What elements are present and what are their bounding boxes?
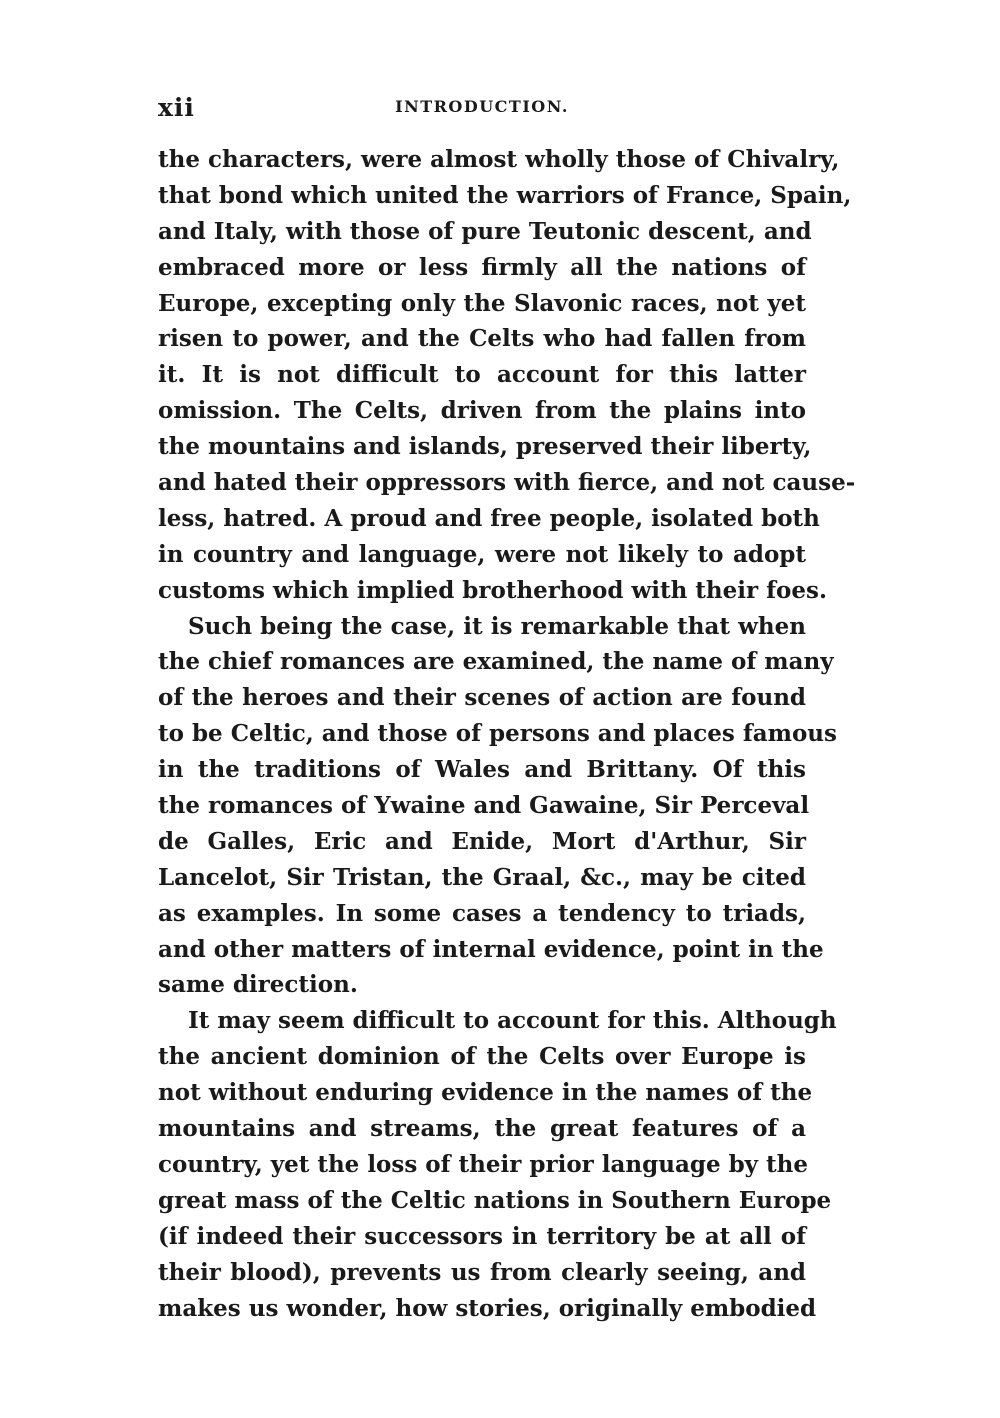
- text-line: same direction.: [158, 971, 358, 999]
- text-line: of the heroes and their scenes of action are found: [158, 684, 806, 712]
- text-line: the ancient dominion of the Celts over Europe is: [158, 1043, 806, 1071]
- text-line: great mass of the Celtic nations in Southern Europe: [158, 1186, 832, 1214]
- text-line: makes us wonder, how stories, originally embodied: [158, 1294, 817, 1322]
- text-line: omission. The Celts, driven from the plains into: [158, 397, 806, 425]
- running-head: [158, 93, 806, 123]
- text-line: the characters, were almost wholly those of Chivalry,: [158, 146, 840, 173]
- text-line: and hated their oppressors with fierce, and not cause-: [158, 469, 856, 497]
- text-line: that bond which united the warriors of France, Spain,: [158, 181, 852, 209]
- text-line: as examples. In some cases a tendency to triads,: [158, 899, 806, 927]
- text-line: and other matters of internal evidence, point in the: [158, 935, 824, 963]
- text-line: customs which implied brotherhood with their foes.: [158, 576, 827, 604]
- text-line: less, hatred. A proud and free people, isolated both: [158, 504, 820, 532]
- text-line: the romances of Ywaine and Gawaine, Sir Perceval: [158, 792, 810, 820]
- text-line: de Galles, Eric and Enide, Mort d'Arthur, Sir: [158, 827, 806, 855]
- paragraph-2: [158, 609, 837, 1004]
- text-line: the chief romances are examined, the name of many: [158, 648, 834, 676]
- text-line: not without enduring evidence in the names of the: [158, 1079, 813, 1107]
- paragraph-1: [158, 142, 856, 609]
- text-line: their blood), prevents us from clearly seeing, and: [158, 1258, 806, 1286]
- text-line: in the traditions of Wales and Brittany. Of this: [158, 756, 806, 784]
- running-title: INTRODUCTION.: [395, 97, 569, 116]
- text-line: embraced more or less firmly all the nations of: [158, 253, 806, 281]
- text-line: (if indeed their successors in territory be at all of: [158, 1222, 806, 1250]
- text-line: Such being the case, it is remarkable that when: [188, 612, 806, 640]
- text-line: risen to power, and the Celts who had fallen from: [158, 325, 806, 353]
- text-line: It may seem difficult to account for this. Although: [188, 1007, 837, 1035]
- text-line: Lancelot, Sir Tristan, the Graal, &c., may be cited: [158, 863, 806, 891]
- paragraph-3: [158, 1003, 837, 1326]
- text-line: the mountains and islands, preserved their liberty,: [158, 433, 812, 461]
- text-line: to be Celtic, and those of persons and places famous: [158, 720, 837, 748]
- text-line: and Italy, with those of pure Teutonic descent, and: [158, 217, 812, 245]
- page-number: xii: [158, 93, 195, 122]
- text-line: it. It is not difficult to account for this latter: [158, 361, 806, 389]
- text-line: mountains and streams, the great features of a: [158, 1115, 806, 1143]
- body-text: [158, 142, 856, 1326]
- text-line: country, yet the loss of their prior language by the: [158, 1150, 809, 1178]
- text-line: Europe, excepting only the Slavonic races, not yet: [158, 289, 806, 317]
- text-line: in country and language, were not likely to adopt: [158, 540, 806, 568]
